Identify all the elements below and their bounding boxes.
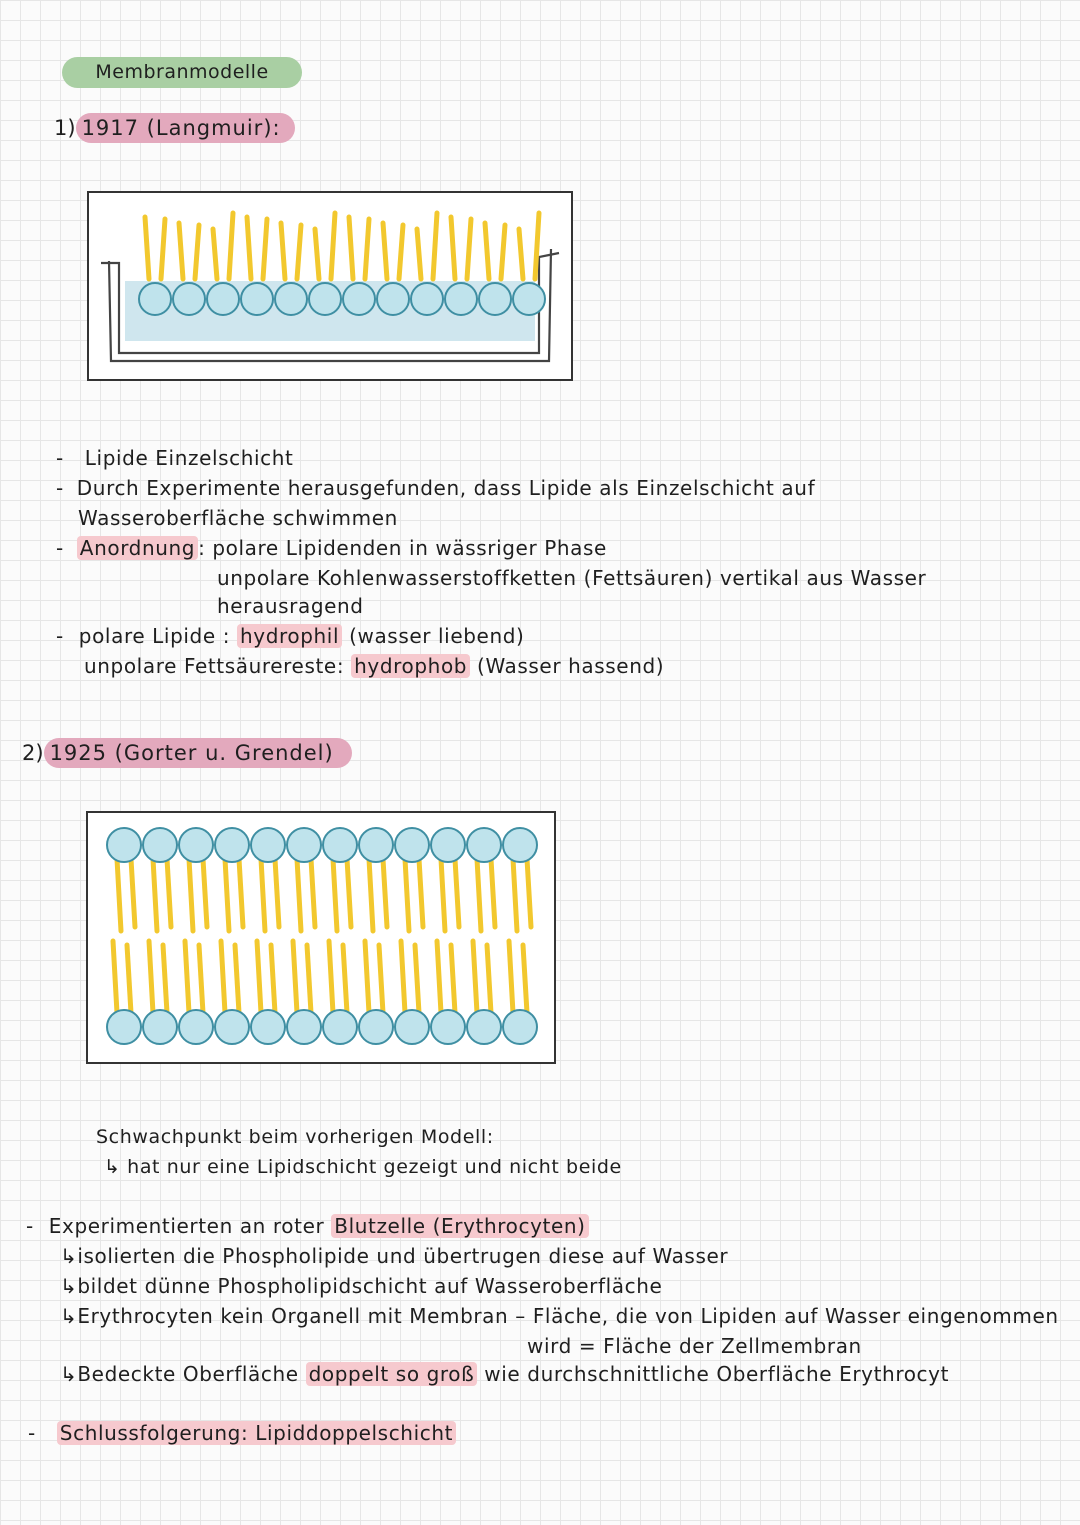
- lipid-tail: [213, 229, 217, 279]
- lipid-tail: [509, 941, 513, 1013]
- lipid-tail: [161, 219, 165, 279]
- arrow-icon: ↳: [60, 1244, 78, 1268]
- bullet-monolayer: [56, 446, 294, 470]
- lipid-tail: [131, 859, 135, 927]
- bullet-text: (wasser liebend): [342, 624, 525, 648]
- lipid-head: [241, 283, 273, 315]
- lipid-tail: [297, 225, 301, 279]
- lipid-tail: [239, 859, 243, 927]
- lipid-head: [503, 828, 537, 862]
- lipid-tail: [153, 859, 157, 931]
- bullet-text: Experimentierten an roter: [48, 1214, 332, 1238]
- arrow-icon: ↳: [60, 1274, 78, 1298]
- lipid-tail: [415, 945, 419, 1013]
- lipid-tail: [189, 859, 193, 931]
- lipid-tail: [379, 945, 383, 1013]
- lipid-head: [503, 1010, 537, 1044]
- lipid-tail: [311, 859, 315, 927]
- arrow-icon: ↳: [60, 1362, 78, 1386]
- lipid-head: [395, 828, 429, 862]
- lipid-tail: [399, 225, 403, 279]
- lipid-head: [251, 828, 285, 862]
- lipid-tail: [315, 229, 319, 279]
- lipid-tail: [261, 859, 265, 931]
- lipid-tail: [343, 945, 347, 1013]
- lipid-tail: [417, 229, 421, 279]
- sub-isolated: [60, 1244, 728, 1268]
- lipid-tail: [451, 945, 455, 1013]
- bullet-text: Durch Experimente herausgefunden, dass Lipide als Einzelschicht auf: [76, 476, 816, 500]
- bilayer-figure: [86, 811, 556, 1064]
- lipid-head: [343, 283, 375, 315]
- lipid-tail: [331, 213, 335, 279]
- bullet-arrangement: [56, 536, 607, 560]
- dash: -: [28, 1421, 36, 1445]
- lipid-tail: [383, 859, 387, 927]
- lipid-head: [467, 1010, 501, 1044]
- section2-number: 2): [22, 741, 44, 765]
- lipid-head: [207, 283, 239, 315]
- lipid-tail: [275, 859, 279, 927]
- lipid-head: [467, 828, 501, 862]
- lipid-tail: [451, 217, 455, 279]
- lipid-tail: [149, 941, 153, 1013]
- lipid-head: [513, 283, 545, 315]
- lipid-tail: [185, 941, 189, 1013]
- sub-text: wie durchschnittliche Oberfläche Erythrocyt: [477, 1362, 950, 1386]
- lipid-head: [323, 828, 357, 862]
- sub-text: isolierten die Phospholipide und übertrugen diese auf Wasser: [77, 1244, 729, 1268]
- lipid-head: [377, 283, 409, 315]
- lipid-head: [251, 1010, 285, 1044]
- term-anordnung: Anordnung: [77, 536, 198, 560]
- lipid-tail: [199, 945, 203, 1013]
- lipid-tail: [329, 941, 333, 1013]
- lipid-tail: [491, 859, 495, 927]
- lipid-head: [359, 828, 393, 862]
- lipid-head: [309, 283, 341, 315]
- sub-text: Bedeckte Oberfläche: [77, 1362, 306, 1386]
- lipid-head: [107, 828, 141, 862]
- lipid-tail: [221, 941, 225, 1013]
- term-doppelt: doppelt so groß: [306, 1362, 478, 1386]
- bullet-polarity: [56, 624, 524, 648]
- bullet-text: unpolare Fettsäurereste:: [84, 654, 352, 678]
- lipid-head: [431, 828, 465, 862]
- weakness-title: Schwachpunkt beim vorherigen Modell:: [96, 1126, 494, 1148]
- lipid-head: [275, 283, 307, 315]
- sub-layer: [60, 1274, 662, 1298]
- lipid-tail: [527, 859, 531, 927]
- lipid-tail: [519, 229, 523, 279]
- lipid-head: [139, 283, 171, 315]
- lipid-tail: [179, 223, 183, 279]
- lipid-tail: [405, 859, 409, 931]
- lipid-tail: [163, 945, 167, 1013]
- dash: -: [56, 476, 64, 500]
- polarity-line2: [84, 654, 664, 678]
- lipid-tail: [229, 213, 233, 279]
- lipid-head: [179, 1010, 213, 1044]
- section1-number: 1): [54, 116, 76, 140]
- lipid-tail: [383, 223, 387, 279]
- lipid-head: [359, 1010, 393, 1044]
- lipid-tail: [145, 217, 149, 279]
- lipid-tail: [333, 859, 337, 931]
- bullet-text: polare Lipide :: [78, 624, 237, 648]
- section2-header: [22, 738, 352, 768]
- bullet-experiments: [56, 476, 815, 500]
- lipid-tails: [113, 859, 531, 1013]
- bullet-text: Lipide Einzelschicht: [84, 446, 294, 470]
- lipid-head: [431, 1010, 465, 1044]
- bullet-conclusion: [28, 1421, 456, 1445]
- lipid-tail: [467, 219, 471, 279]
- lipid-tail: [195, 225, 199, 279]
- lipid-tail: [501, 225, 505, 279]
- arrow-icon: ↳: [60, 1304, 78, 1328]
- conclusion-label: Schlussfolgerung: [59, 1421, 241, 1445]
- term-hydrophil: hydrophil: [237, 624, 342, 648]
- lipid-tail: [167, 859, 171, 927]
- lipid-tail: [349, 217, 353, 279]
- sub-surface: [60, 1362, 949, 1386]
- sub-organelle: [60, 1304, 1059, 1328]
- lipid-tail: [263, 219, 267, 279]
- bullet-text: : polare Lipidenden in wässriger Phase: [198, 536, 607, 560]
- lipid-tail: [477, 859, 481, 931]
- lipid-head: [395, 1010, 429, 1044]
- lipid-tail: [247, 217, 251, 279]
- lipid-tail: [473, 941, 477, 1013]
- lipid-head: [173, 283, 205, 315]
- lipid-tail: [293, 941, 297, 1013]
- arrow-icon: ↳: [104, 1156, 121, 1178]
- lipid-tail: [365, 941, 369, 1013]
- lipid-tail: [455, 859, 459, 927]
- lipid-head: [143, 1010, 177, 1044]
- lipid-tail: [485, 223, 489, 279]
- lipid-tail: [401, 941, 405, 1013]
- lipid-tail: [271, 945, 275, 1013]
- lipid-tail: [433, 213, 437, 279]
- lipid-tail: [347, 859, 351, 927]
- lipid-head: [215, 1010, 249, 1044]
- term-hydrophob: hydrophob: [351, 654, 470, 678]
- conclusion-highlight: [57, 1421, 456, 1445]
- dash: -: [56, 536, 64, 560]
- arrangement-line2: unpolare Kohlenwasserstoffketten (Fettsäuren) vertikal aus Wasser: [217, 566, 927, 590]
- conclusion-text: : Lipiddoppelschicht: [240, 1421, 454, 1445]
- bullet-text: (Wasser hassend): [470, 654, 665, 678]
- lipid-head: [287, 1010, 321, 1044]
- lipid-tail: [127, 945, 131, 1013]
- lipid-tail: [419, 859, 423, 927]
- bullet-erythrocytes: [26, 1214, 589, 1238]
- dash: -: [26, 1214, 34, 1238]
- section1-header: [54, 113, 295, 143]
- section2-heading: 1925 (Gorter u. Grendel): [44, 738, 352, 768]
- lipid-head: [143, 828, 177, 862]
- sub-organelle-cont: wird = Fläche der Zellmembran: [527, 1334, 862, 1358]
- lipid-tail: [487, 945, 491, 1013]
- term-blutzelle: Blutzelle (Erythrocyten): [331, 1214, 588, 1238]
- dash: -: [56, 624, 64, 648]
- lipid-tail: [307, 945, 311, 1013]
- sub-text: Erythrocyten kein Organell mit Membran – Fläche, die von Lipiden auf Wasser eingenommen: [77, 1304, 1059, 1328]
- lipid-head: [479, 283, 511, 315]
- lipid-tails: [145, 213, 539, 279]
- lipid-tail: [113, 941, 117, 1013]
- sub-text: bildet dünne Phospholipidschicht auf Wasseroberfläche: [77, 1274, 663, 1298]
- lipid-tail: [523, 945, 527, 1013]
- lipid-tail: [203, 859, 207, 927]
- lipid-tail: [513, 859, 517, 931]
- dash: -: [56, 446, 64, 470]
- lipid-tail: [369, 859, 373, 931]
- arrangement-line3: herausragend: [217, 594, 364, 618]
- lipid-tail: [365, 219, 369, 279]
- lipid-head: [445, 283, 477, 315]
- lipid-tail: [297, 859, 301, 931]
- lipid-head: [287, 828, 321, 862]
- lipid-tail: [117, 859, 121, 931]
- monolayer-figure: [87, 191, 573, 381]
- lipid-tail: [235, 945, 239, 1013]
- lipid-head: [215, 828, 249, 862]
- lipid-tail: [441, 859, 445, 931]
- weakness-text: hat nur eine Lipidschicht gezeigt und nicht beide: [127, 1156, 622, 1178]
- lipid-head: [411, 283, 443, 315]
- lipid-heads: [107, 828, 537, 1044]
- lipid-tail: [281, 223, 285, 279]
- lipid-head: [179, 828, 213, 862]
- section1-heading: 1917 (Langmuir):: [76, 113, 295, 143]
- lipid-tail: [225, 859, 229, 931]
- bullet-experiments-cont: Wasseroberfläche schwimmen: [78, 506, 398, 530]
- lipid-tail: [257, 941, 261, 1013]
- weakness-detail: [104, 1156, 622, 1178]
- page-title: Membranmodelle: [62, 57, 302, 88]
- lipid-head: [107, 1010, 141, 1044]
- lipid-head: [323, 1010, 357, 1044]
- lipid-tail: [437, 941, 441, 1013]
